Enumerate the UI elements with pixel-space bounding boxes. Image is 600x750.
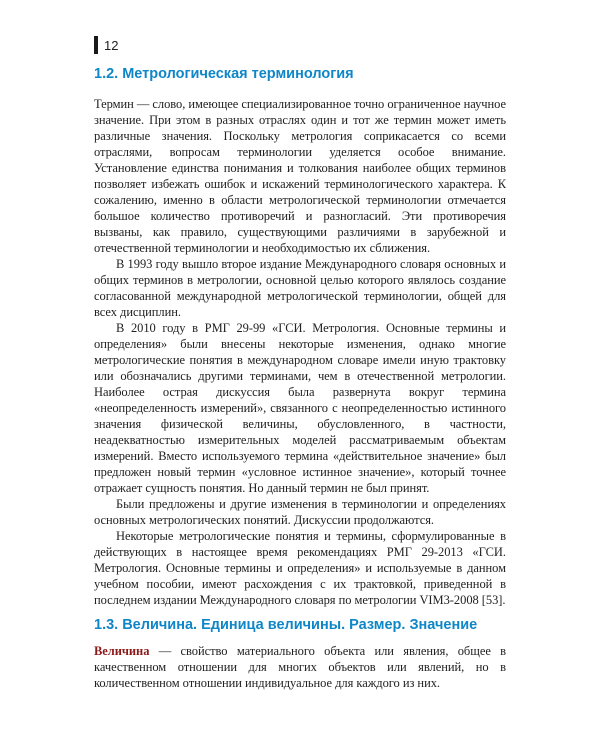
section-title-quantity: 1.3. Величина. Единица величины. Размер. Значение: [94, 617, 478, 633]
paragraph-term-definition: Термин — слово, имеющее специализированное точно ограниченное научное значение. При этом в разных отраслях один и тот же термин может иметь различные значения. Поскольку метрология соприкасается со всеми отраслями, вопросам терминологии уделяется особое внимание. Установление единства понимания и толкования наиболее общих терминов позволяет избежать ошибок и искажений терминологического характера. К сожалению, именно в области метрологической терминологии отмечается большое количество противоречий и разногласий. Эти противоречия вызваны, как правило, существующими различиями в зарубежной и отечественной терминологии и необходимостью их сближения.: [94, 97, 506, 255]
page-content: [94, 66, 506, 691]
page-number: 12: [104, 37, 119, 53]
paragraph-quantity-definition: [94, 643, 506, 691]
defined-term: Величина: [94, 644, 150, 658]
paragraph-2010-changes: В 2010 году в РМГ 29-99 «ГСИ. Метрология. Основные термины и определения» были внесены некоторые изменения, однако многие метрологические понятия в международном словаре имели иную трактовку или обозначались другими терминами, чем в отечественной метрологии. Наиболее острая дискуссия была развернута вокруг термина «неопределенность измерений», связанного с неопределенностью истинного значения физической величины, обусловленного, в частности, неадекватностью измерительных моделей рассматриваемым объектам измерений. Вместо используемого термина «действительное значение» был предложен новый термин «условное истинное значение», который точнее отражает сущность понятия. Но данный термин не был принят.: [94, 321, 506, 495]
page-number-block: [94, 36, 118, 54]
paragraph-1993-dictionary: В 1993 году вышло второе издание Международного словаря основных и общих терминов в метрологии, основной целью которого являлось создание согласованной международной метрологической терминологии, общей для всех дисциплин.: [94, 257, 506, 319]
paragraph-other-changes: Были предложены и другие изменения в терминологии и определениях основных метрологических понятий. Дискуссии продолжаются.: [94, 497, 506, 527]
definition-text: — свойство материального объекта или явления, общее в качественном отношении для многих объектов или явлений, но в количественном отношении индивидуальное для каждого из них.: [94, 644, 506, 690]
page-marker-bar: [94, 36, 98, 54]
paragraph-rmg-2013: Некоторые метрологические понятия и термины, сформулированные в действующих в настоящее время рекомендациях РМГ 29-2013 «ГСИ. Метрология. Основные термины и определения» и используемые в данном учебном пособии, имеют расхождения с их трактовкой, приведенной в последнем издании Международного словаря по метрологии VIM3-2008 [53].: [94, 529, 506, 607]
section-title-metrological-terminology: 1.2. Метрологическая терминология: [94, 66, 354, 82]
